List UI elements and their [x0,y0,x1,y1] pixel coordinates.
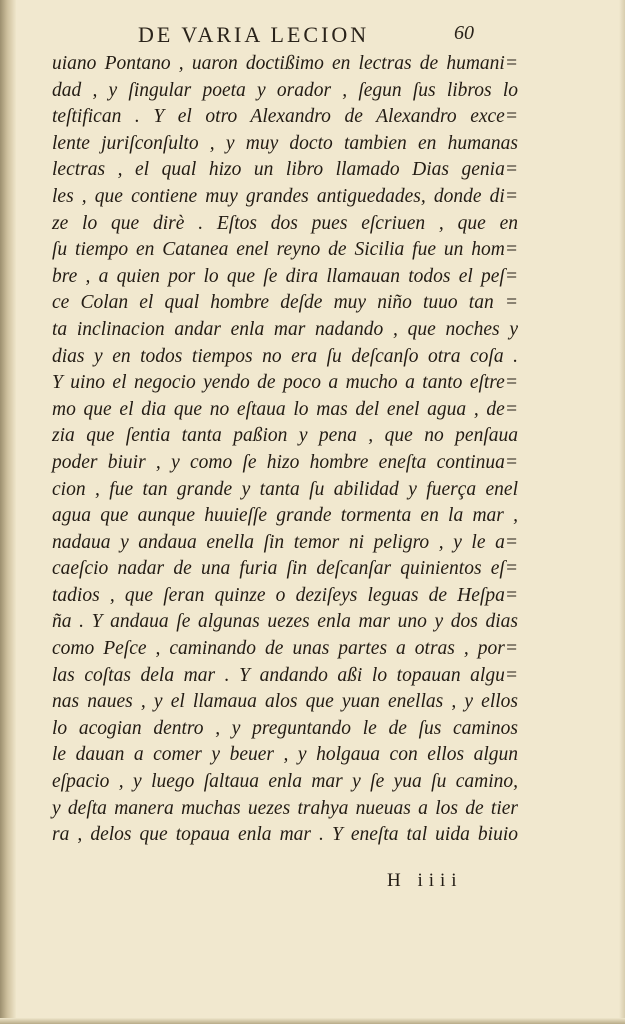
text-line: poder biuir , y como ſe hizo hombre eneſta continua= [52,451,518,473]
text-line: y deſta manera muchas uezes trahya nueuas a los de tier [52,797,518,819]
text-line: lo acogian dentro , y preguntando le de ſus caminos [52,717,518,739]
text-line: agua que aunque huuieſſe grande tormenta en la mar , [52,505,518,527]
text-line: eſpacio , y luego ſaltaua enla mar y ſe yua ſu camino, [52,771,518,793]
text-line: ta inclinacion andar enla mar nadando , que noches y [52,318,518,340]
text-line: mo que el dia que no eſtaua lo mas del enel agua , de= [52,398,518,420]
text-line: las coſtas dela mar . Y andando aßi lo topauan algu= [52,664,518,686]
text-line: lectras , el qual hizo un libro llamado Dias genia= [52,159,518,181]
text-line: dad , y ſingular poeta y orador , ſegun ſus libros lo [52,79,518,101]
text-line: ña . Y andaua ſe algunas uezes enla mar uno y dos dias [52,611,518,633]
binding-gutter [0,0,16,1024]
text-line: zia que ſentia tanta paßion y pena , que no penſaua [52,425,518,447]
text-line: caeſcio nadar de una furia ſin deſcanſar quinientos eſ= [52,558,518,580]
text-line: teſtifican . Y el otro Alexandro de Alexandro exce= [52,106,518,128]
text-line: cion , fue tan grande y tanta ſu abilidad y fuerça enel [52,478,518,500]
text-line: bre , a quien por lo que ſe dira llamauan todos el peſ= [52,265,518,287]
text-line: le dauan a comer y beuer , y holgaua con ellos algun [52,744,518,766]
page-edge-right [619,0,625,1024]
text-line: dias y en todos tiempos no era ſu deſcanſo otra coſa . [52,345,518,367]
running-title: DE VARIA LECION [138,22,370,47]
text-line: nas naues , y el llamaua alos que yuan enellas , y ellos [52,691,518,713]
text-line: tadios , que ſeran quinze o deziſeys leguas de Heſpa= [52,584,518,606]
text-line: como Peſce , caminando de unas partes a otras , por= [52,638,518,660]
page-number: 60 [454,22,474,44]
text-line: lente juriſconſulto , y muy docto tambien en humanas [52,132,518,154]
page-edge-bottom [0,1018,625,1024]
text-line: ſu tiempo en Catanea enel reyno de Sicilia fue un hom= [52,239,518,261]
text-line: nadaua y andaua enella ſin temor ni peligro , y le a= [52,531,518,553]
text-line: ra , delos que topaua enla mar . Y eneſta tal uida biuio [52,824,518,846]
text-line: ce Colan el qual hombre deſde muy niño tuuo tan = [52,292,518,314]
signature-mark: H iiii [387,870,463,891]
text-line: ze lo que dirè . Eſtos dos pues eſcriuen , que en [52,212,518,234]
body-text [52,51,518,849]
text-line: les , que contiene muy grandes antiguedades, donde di= [52,185,518,207]
text-line: Y uino el negocio yendo de poco a mucho a tanto eſtre= [52,372,518,394]
text-line: uiano Pontano , uaron doctißimo en lectras de humani= [52,53,518,74]
